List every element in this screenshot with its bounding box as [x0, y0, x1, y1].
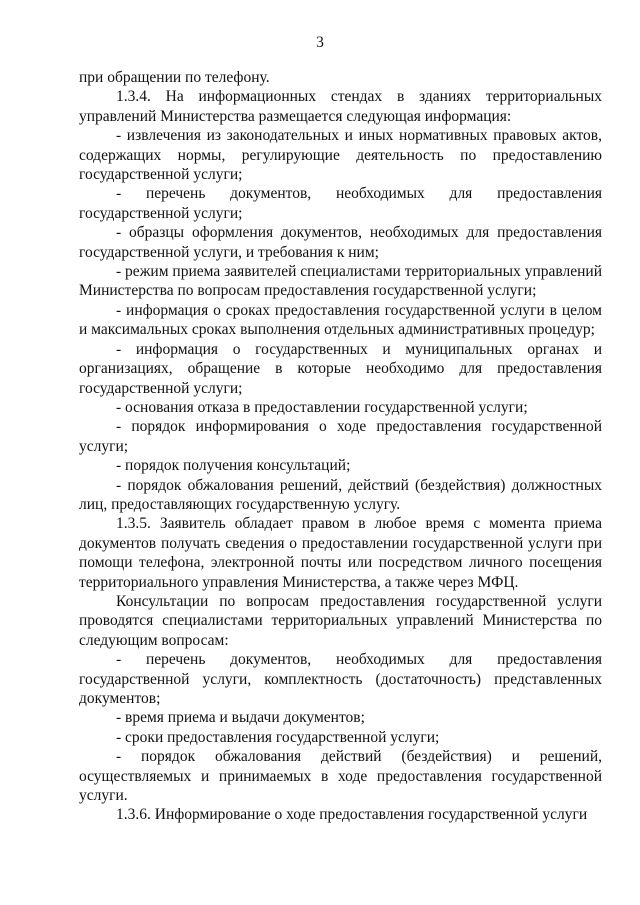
list-item: - перечень документов, необходимых для предоставления государственной услуги, комплектность (достаточность) представленных документов;: [79, 651, 602, 707]
list-item: - информация о государственных и муниципальных органах и организациях, обращение в которые необходимо для предоставления государственной услуги;: [79, 340, 602, 397]
list-item: - порядок получения консультаций;: [116, 457, 351, 475]
list-item: - порядок обжалования решений, действий (бездействия) должностных лиц, предоставляющих государственную услугу.: [79, 476, 602, 513]
page-number: 3: [316, 34, 324, 51]
document-body: [79, 68, 602, 825]
paragraph-1-3-4: 1.3.4. На информационных стендах в зданиях территориальных управлений Министерства размещается следующая информация:: [79, 88, 602, 125]
paragraph-continuation: при обращении по телефону.: [79, 69, 270, 86]
list-item: - порядок обжалования действий (бездействия) и решений, осуществляемых и принимаемых в ходе предоставления государственной услуги.: [79, 748, 602, 805]
list-item: - образцы оформления документов, необходимых для предоставления государственной услуги, и требования к ним;: [79, 224, 602, 261]
list-item: - время приема и выдачи документов;: [116, 709, 365, 727]
list-item: - извлечения из законодательных и иных нормативных правовых актов, содержащих нормы, регулирующие деятельность по предоставлению государственной услуги;: [79, 127, 602, 184]
paragraph-1-3-6: 1.3.6. Информирование о ходе предоставления государственной услуги: [116, 806, 588, 824]
list-item: - основания отказа в предоставлении государственной услуги;: [116, 398, 528, 416]
list-item: - перечень документов, необходимых для предоставления государственной услуги;: [79, 185, 602, 222]
list-item: - сроки предоставления государственной услуги;: [116, 728, 440, 746]
paragraph-consultations: Консультации по вопросам предоставления государственной услуги проводятся специалистами территориальных управлений Министерства по следующим вопросам:: [79, 592, 602, 649]
list-item: - информация о сроках предоставления государственной услуги в целом и максимальных сроках выполнения отдельных административных процедур;: [79, 301, 602, 339]
paragraph-1-3-5: 1.3.5. Заявитель обладает правом в любое время с момента приема документов получать сведения о предоставлении государственной услуги при помощи телефона, электронной почты или посредством личного посещения территориального управления Министерства, а также через МФЦ.: [79, 515, 602, 591]
list-item: - порядок информирования о ходе предоставления государственной услуги;: [79, 418, 602, 455]
list-item: - режим приема заявителей специалистами территориальных управлений Министерства по вопросам предоставления государственной услуги;: [79, 263, 602, 300]
